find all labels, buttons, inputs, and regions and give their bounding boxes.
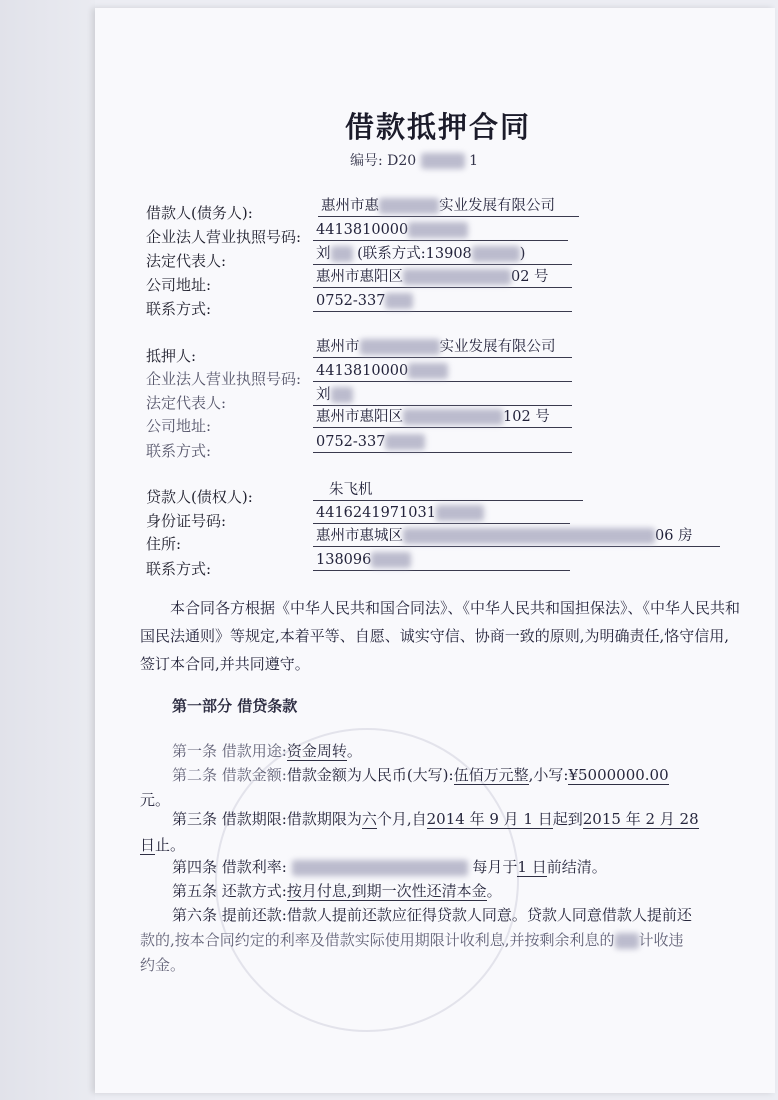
borrower-name <box>318 196 579 217</box>
mortgagor-contact-label: 联系方式: <box>146 442 212 460</box>
article-3-text4: 止。 <box>155 836 186 854</box>
article-2-text: 借款金额为人民币(大写): <box>286 766 454 784</box>
article-3-cont <box>140 834 185 856</box>
redaction-blur <box>371 552 411 568</box>
article-5-end: 。 <box>486 882 502 900</box>
mortgagor-address-suffix: 102 号 <box>503 409 550 425</box>
borrower-license-label: 企业法人营业执照号码: <box>146 228 302 246</box>
borrower-contact-label: 联系方式: <box>146 300 212 318</box>
redaction-blur <box>472 246 520 262</box>
borrower-label: 借款人(债务人): <box>146 204 253 222</box>
borrower-address-prefix: 惠州市惠阳区 <box>316 269 403 285</box>
preamble-paragraph: 本合同各方根据《中华人民共和国合同法》、《中华人民共和国担保法》、《中华人民共和国民法通则》等规定,本着平等、自愿、诚实守信、协商一致的原则,为明确责任,恪守信用,签订本合同,并共同遵守。 <box>140 599 741 673</box>
lender-contact <box>313 550 570 571</box>
mortgagor-name-suffix: 实业发展有限公司 <box>439 339 556 355</box>
borrower-rep-contact-label: (联系方式: <box>357 246 426 262</box>
lender-residence <box>313 526 720 547</box>
lender-id-label: 身份证号码: <box>146 512 227 530</box>
lender-contact-label: 联系方式: <box>146 560 212 578</box>
article-3-months: 六 <box>361 810 377 828</box>
article-4-day: 1 日 <box>517 858 547 876</box>
article-4 <box>172 856 607 878</box>
article-2-end: 元。 <box>140 791 171 809</box>
borrower-license <box>313 220 568 241</box>
redaction-blur <box>385 293 413 309</box>
article-1-value: 资金周转 <box>286 742 347 760</box>
borrower-license-value: 4413810000 <box>316 222 409 238</box>
mortgagor-address-label: 公司地址: <box>146 417 212 435</box>
page-left-edge <box>0 0 95 1100</box>
article-4-text2: 前结清。 <box>546 858 607 876</box>
article-6-end: 约金。 <box>140 956 186 974</box>
redaction-blur <box>403 409 503 425</box>
borrower-contact-value: 0752-337 <box>316 293 386 309</box>
redaction-blur <box>615 933 639 949</box>
article-6-cont <box>140 929 684 951</box>
lender-residence-label: 住所: <box>146 535 182 553</box>
doc-no-label: 编号: <box>350 153 383 169</box>
mortgagor-contact-value: 0752-337 <box>316 434 386 450</box>
redaction-blur <box>331 246 353 262</box>
doc-no-tail: 1 <box>469 153 479 169</box>
mortgagor-address <box>313 407 572 428</box>
article-2 <box>172 764 669 786</box>
article-3-text3: 起到 <box>552 810 583 828</box>
article-4-label: 第四条 借款利率: <box>172 858 287 876</box>
article-6-label: 第六条 提前还款: <box>172 906 287 924</box>
lender-name: 朱飞机 <box>313 480 583 501</box>
borrower-name-prefix: 惠州市惠 <box>321 198 379 214</box>
document-number <box>350 150 478 170</box>
document-title: 借款抵押合同 <box>345 110 532 144</box>
article-3-start-date: 2014 年 9 月 1 日 <box>426 810 553 828</box>
article-6 <box>172 904 692 926</box>
article-2-amount: ¥5000000.00 <box>568 766 669 784</box>
lender-residence-suffix: 06 房 <box>655 528 693 544</box>
doc-no-value: D20 <box>387 153 417 169</box>
mortgagor-license <box>313 361 572 382</box>
redaction-blur <box>379 198 439 214</box>
mortgagor-rep-label: 法定代表人: <box>146 394 227 412</box>
mortgagor-name <box>313 337 572 358</box>
borrower-address-label: 公司地址: <box>146 276 212 294</box>
lender-id <box>313 503 570 524</box>
article-2-small-label: ,小写: <box>528 766 569 784</box>
article-3-text2: 个月,自 <box>376 810 427 828</box>
mortgagor-license-label: 企业法人营业执照号码: <box>146 370 302 388</box>
article-5 <box>172 880 502 902</box>
borrower-address-suffix: 02 号 <box>511 269 549 285</box>
borrower-rep-label: 法定代表人: <box>146 252 227 270</box>
redaction-blur <box>403 269 511 285</box>
borrower-rep-contact-value: 13908 <box>425 246 472 262</box>
article-3-end-day: 日 <box>140 836 156 854</box>
mortgagor-rep-name: 刘 <box>316 387 331 403</box>
article-6-line2a: 款的,按本合同约定的利率及借款实际使用期限计收利息,并按剩余利息的 <box>140 931 615 949</box>
mortgagor-address-prefix: 惠州市惠阳区 <box>316 409 403 425</box>
article-5-value: 按月付息,到期一次性还清本金 <box>286 882 487 900</box>
article-1-label: 第一条 借款用途: <box>172 742 287 760</box>
mortgagor-rep <box>313 385 572 406</box>
redaction-blur <box>360 339 440 355</box>
borrower-contact <box>313 291 572 312</box>
article-3-end-date: 2015 年 2 月 28 <box>582 810 699 828</box>
redaction-blur <box>292 860 468 876</box>
mortgagor-contact <box>313 432 572 453</box>
article-3-label: 第三条 借款期限: <box>172 810 287 828</box>
redaction-blur <box>385 434 425 450</box>
article-2-amount-upper: 伍佰万元整 <box>453 766 529 784</box>
lender-residence-prefix: 惠州市惠城区 <box>316 528 403 544</box>
redaction-blur <box>331 387 353 403</box>
borrower-address <box>313 267 572 288</box>
article-6-line1: 借款人提前还款应征得贷款人同意。贷款人同意借款人提前还 <box>286 906 692 924</box>
borrower-rep <box>313 244 572 265</box>
borrower-rep-name: 刘 <box>316 246 331 262</box>
mortgagor-license-value: 4413810000 <box>316 363 409 379</box>
article-3-text1: 借款期限为 <box>286 810 362 828</box>
lender-contact-value: 138096 <box>316 552 372 568</box>
mortgagor-label: 抵押人: <box>146 347 197 365</box>
article-1 <box>172 740 362 762</box>
mortgagor-name-prefix: 惠州市 <box>316 339 360 355</box>
article-1-end: 。 <box>346 742 362 760</box>
section-heading: 第一部分 借贷条款 <box>172 697 298 715</box>
redaction-blur <box>403 528 655 544</box>
article-6-line2b: 计收违 <box>638 931 684 949</box>
article-3 <box>172 808 699 830</box>
article-5-label: 第五条 还款方式: <box>172 882 287 900</box>
article-4-text: 每月于 <box>472 858 518 876</box>
lender-label: 贷款人(债权人): <box>146 488 253 506</box>
article-2-label: 第二条 借款金额: <box>172 766 287 784</box>
lender-id-value: 4416241971031 <box>316 505 436 521</box>
borrower-rep-contact-close: ) <box>519 246 526 262</box>
redaction-blur <box>436 505 484 521</box>
redaction-blur <box>408 222 468 238</box>
redaction-blur <box>421 153 465 169</box>
redaction-blur <box>408 363 448 379</box>
borrower-name-suffix: 实业发展有限公司 <box>439 198 555 214</box>
